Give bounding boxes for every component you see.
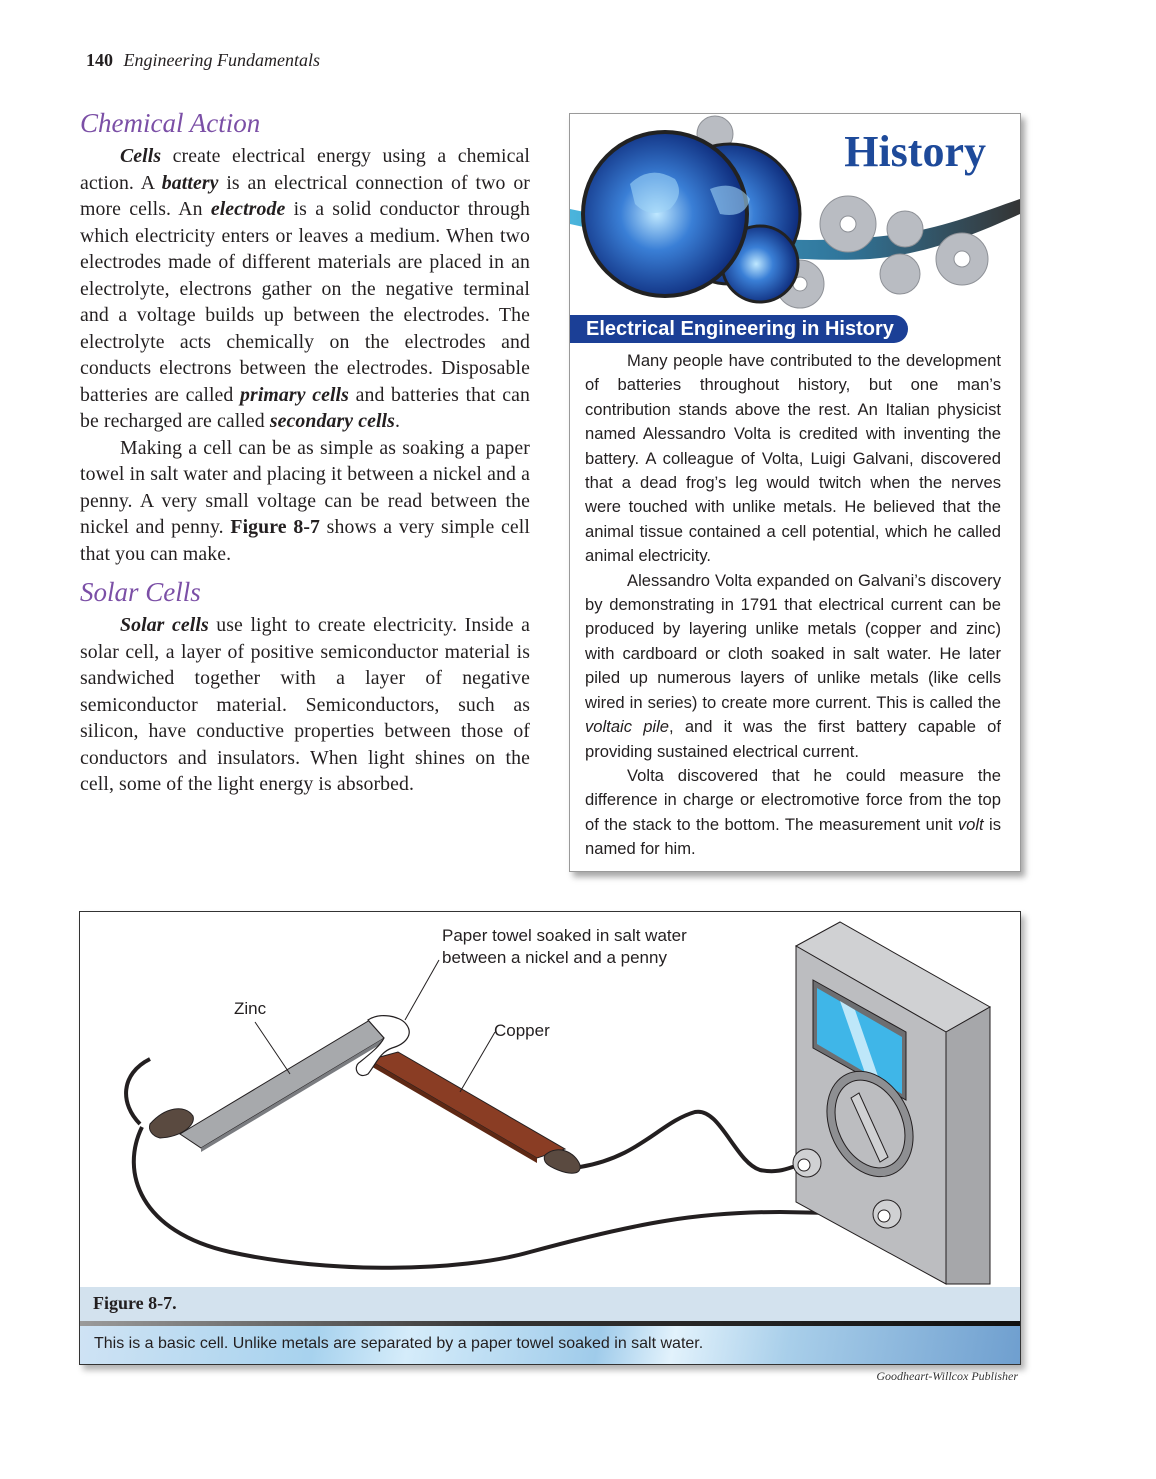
heading-chemical-action: Chemical Action	[80, 108, 261, 138]
figure-caption-band	[80, 1326, 1020, 1364]
key-term: Cells	[120, 145, 162, 167]
figure-caption-title-band	[80, 1287, 1020, 1321]
figure-credit: Goodheart-Willcox Publisher	[876, 1369, 1018, 1383]
figure-caption-title: Figure 8-7.	[93, 1293, 177, 1313]
figure-reference: Figure 8-7	[230, 516, 320, 538]
multimeter-icon	[793, 922, 990, 1284]
emphasis: voltaic pile	[585, 717, 670, 737]
figure-caption-text: This is a basic cell. Unlike metals are separated by a paper towel soaked in salt water.	[94, 1335, 704, 1352]
sidebar-body	[585, 349, 1001, 862]
book-title: Engineering Fundamentals	[123, 50, 320, 70]
leader-zinc	[255, 1022, 290, 1074]
label-copper: Copper	[494, 1021, 550, 1040]
heading-solar-cells: Solar Cells	[80, 577, 201, 607]
main-column	[80, 108, 530, 798]
key-term: Solar cells	[120, 614, 209, 636]
sidebar-title: History	[844, 127, 986, 176]
zinc-strip	[180, 1020, 391, 1152]
page-number: 140	[86, 50, 113, 70]
paragraph: Cells create electrical energy using a chemical action. A battery is an electrical connection of two or more cells. An electrode is a solid conductor through which electricity enters or leaves a medium. When two electrodes made of different materials are placed in an electrolyte, electrons gather on the negative terminal and a voltage builds up between the electrodes. The electrolyte acts chemically on the electrodes and conducts electrons between the electrodes. Disposable batteries are called primary cells and batteries that can be recharged are called secondary cells.	[80, 145, 531, 432]
label-towel-line2: between a nickel and a penny	[442, 948, 667, 967]
key-term: battery	[161, 171, 219, 194]
label-towel-line1: Paper towel soaked in salt water	[442, 926, 687, 945]
paragraph: Volta discovered that he could measure the difference in charge or electromotive force from the top of the stack to the bottom. The measurement unit volt is named for him.	[585, 765, 1002, 859]
paragraph: Alessandro Volta expanded on Galvani’s discovery by demonstrating in 1791 that electrical current can be produced by layering unlike metals (copper and zinc) with cardboard or cloth soaked in salt water. He later piled up numerous layers of unlike metals (like cells wired in series) to create more current. This is called the voltaic pile, and it was the first battery capable of providing sustained electrical current.	[585, 570, 1001, 761]
emphasis: volt	[957, 814, 984, 834]
figure-8-7	[79, 911, 1021, 1365]
key-term: secondary cells	[269, 410, 395, 432]
label-zinc: Zinc	[234, 999, 267, 1018]
running-head	[86, 50, 320, 71]
history-sidebar	[569, 113, 1021, 872]
paragraph: Making a cell can be as simple as soaking a paper towel in salt water and placing it between a nickel and a penny. A very small voltage can be read between the nickel and penny. Figure 8-7 shows a very simple cell that you can make.	[80, 436, 530, 565]
leader-copper	[460, 1032, 495, 1092]
wire-positive	[580, 1112, 802, 1172]
globe-icon	[583, 132, 800, 302]
alligator-clip	[544, 1150, 580, 1173]
copper-strip	[369, 1052, 565, 1163]
leader-towel	[405, 960, 439, 1020]
key-term: primary cells	[240, 383, 349, 406]
paragraph: Solar cells use light to create electricity. Inside a solar cell, a layer of positive semiconductor material is sandwiched together with a layer of negative semiconductor material. Semiconductors, such as silicon, have conductive properties between those of conductors and insulators. When light shines on the cell, some of the light energy is absorbed.	[80, 614, 530, 795]
paragraph: Many people have contributed to the development of batteries throughout history, but one man’s contribution stands above the rest. An Italian physicist named Alessandro Volta is credited with inventing the battery. A colleague of Volta, Luigi Galvani, discovered that a dead frog’s leg would twitch when the nerves were touched with unlike metals. He believed that the animal tissue contained a cell potential, which he called animal electricity.	[585, 351, 1001, 566]
wire-negative	[134, 1127, 885, 1268]
key-term: electrode	[210, 198, 286, 220]
sidebar-banner: Electrical Engineering in History	[570, 315, 908, 343]
